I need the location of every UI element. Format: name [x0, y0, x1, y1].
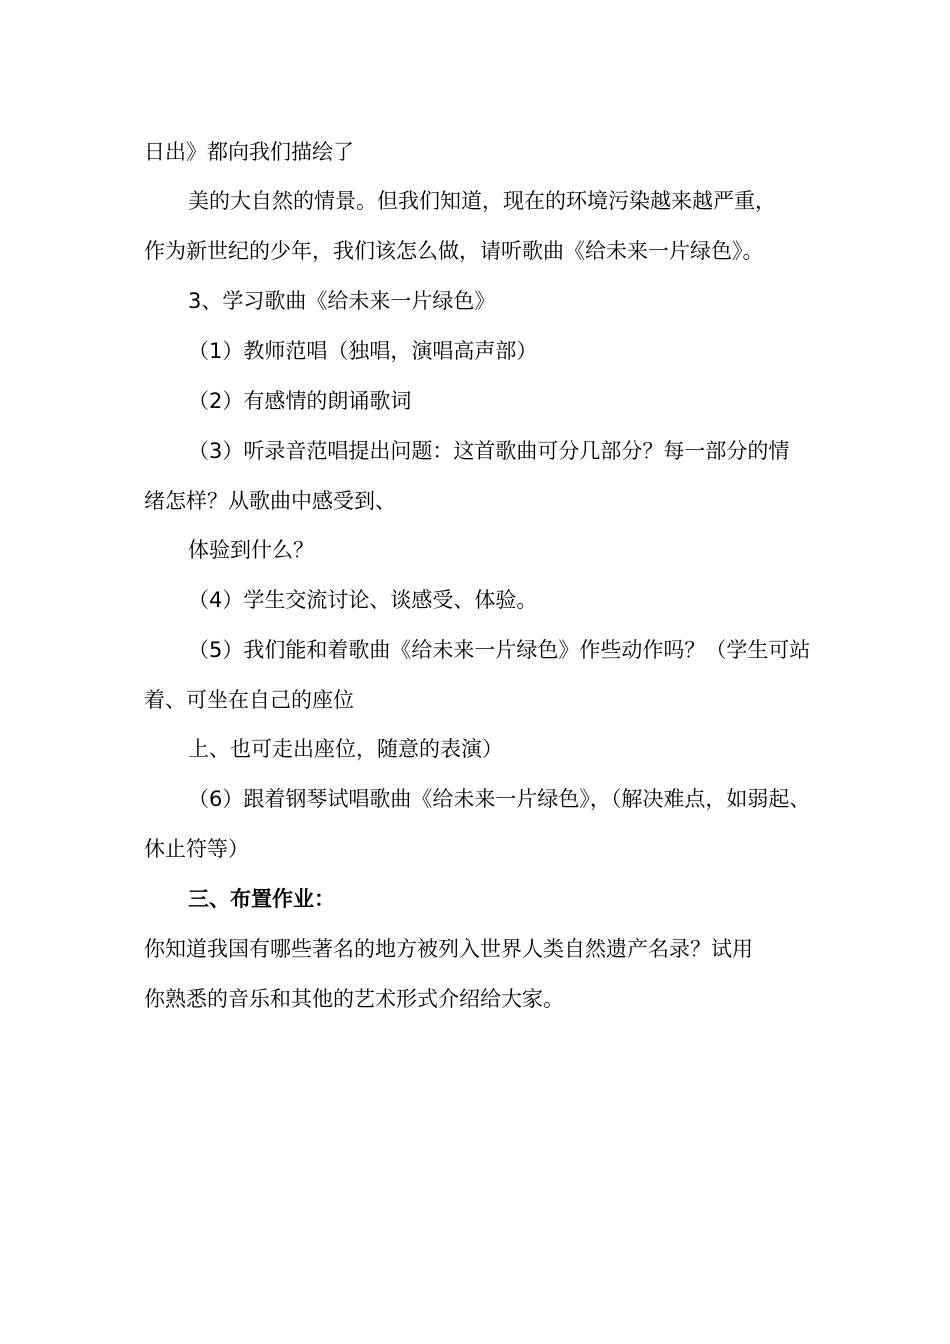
section-heading: 3、学习歌曲《给未来一片绿色》	[188, 289, 496, 313]
text-line: 上、也可走出座位，随意的表演）	[188, 737, 503, 761]
section-heading: 三、布置作业：	[188, 887, 335, 911]
text-line: 你知道我国有哪些著名的地方被列入世界人类自然遗产名录？试用	[144, 937, 753, 961]
list-item: （3）听录音范唱提出问题：这首歌曲可分几部分？每一部分的情	[188, 439, 790, 463]
text-line: 绪怎样？从歌曲中感受到、	[144, 489, 396, 513]
text-line: 着、可坐在自己的座位	[144, 688, 354, 712]
text-line: 休止符等）	[144, 837, 249, 861]
text-line: 体验到什么？	[188, 538, 314, 562]
text-line: 你熟悉的音乐和其他的艺术形式介绍给大家。	[144, 987, 564, 1011]
list-item: （2）有感情的朗诵歌词	[188, 389, 412, 413]
list-item: （5）我们能和着歌曲《给未来一片绿色》作些动作吗？（学生可站	[188, 638, 811, 662]
list-item: （6）跟着钢琴试唱歌曲《给未来一片绿色》，（解决难点，如弱起、	[188, 787, 811, 811]
text-line: 日出》都向我们描绘了	[144, 140, 354, 164]
text-line: 美的大自然的情景。但我们知道，现在的环境污染越来越严重，	[188, 189, 776, 213]
list-item: （4）学生交流讨论、谈感受、体验。	[188, 588, 538, 612]
text-line: 作为新世纪的少年，我们该怎么做，请听歌曲《给未来一片绿色》。	[144, 239, 764, 263]
list-item: （1）教师范唱（独唱，演唱高声部）	[188, 339, 538, 363]
